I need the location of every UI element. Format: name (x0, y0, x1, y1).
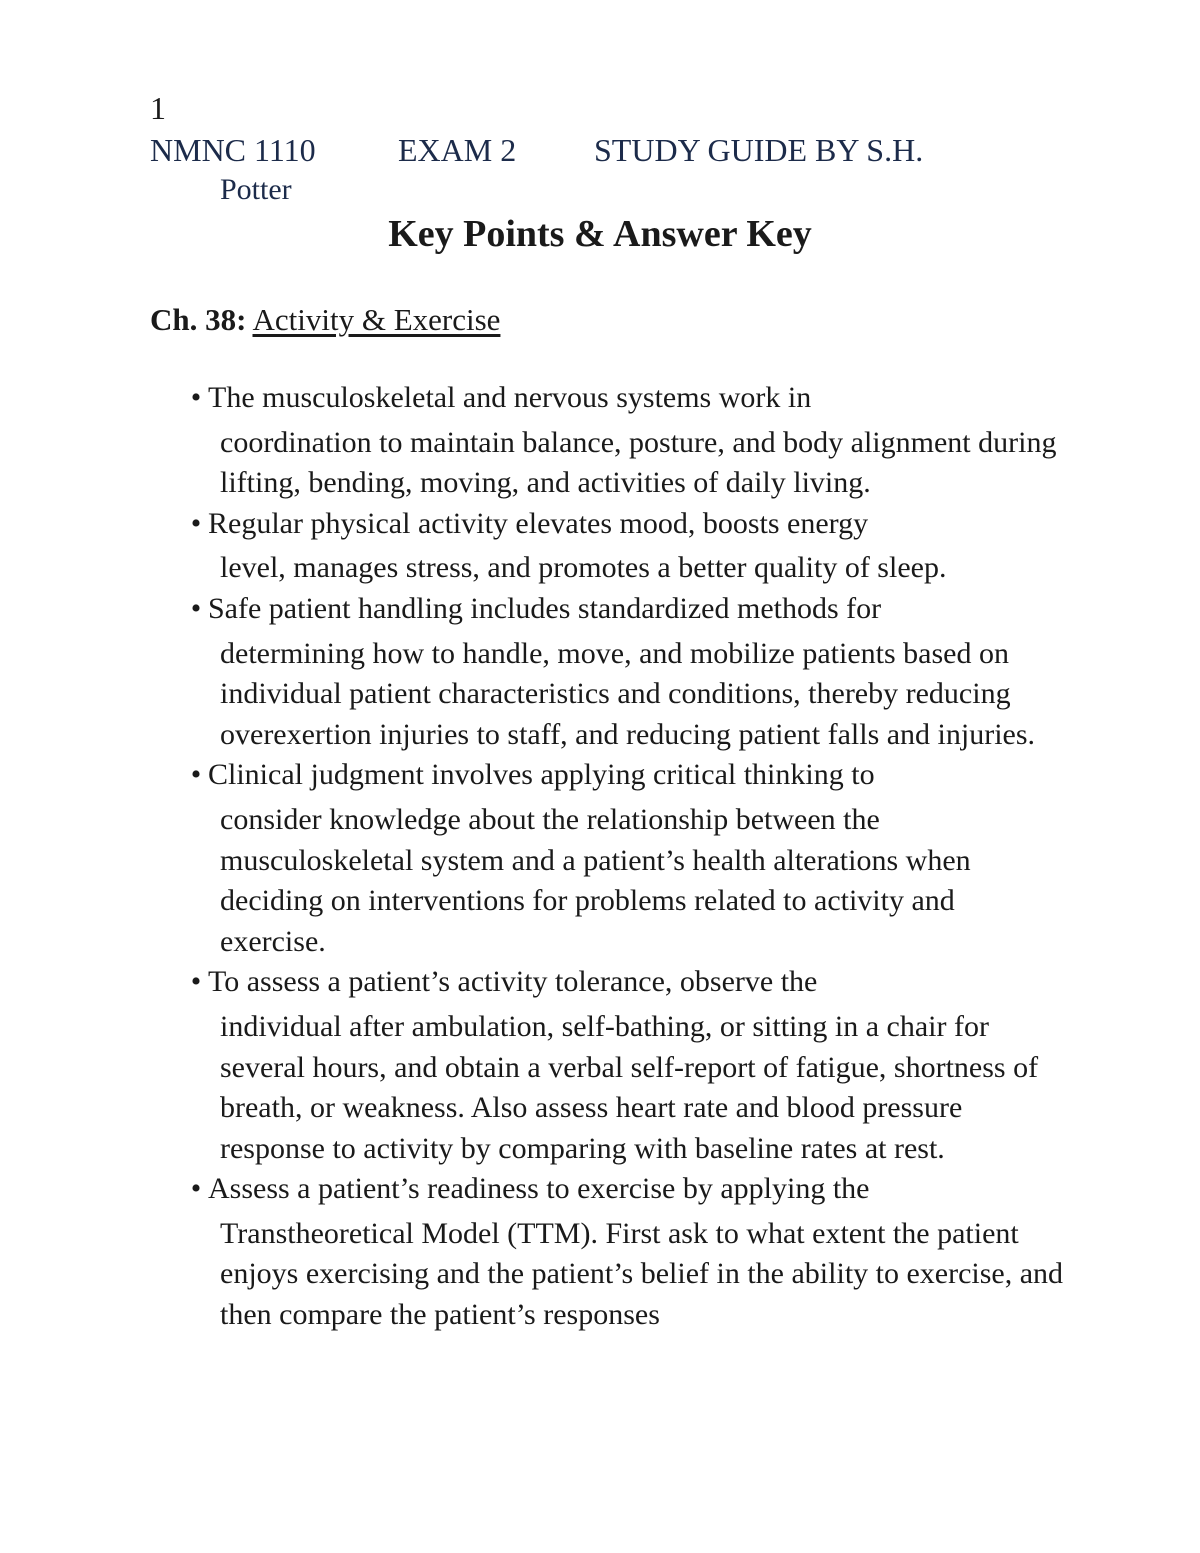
list-item-text: coordination to maintain balance, posture, and body alignment during lifting, bending, moving, and activities of daily living. (220, 425, 1057, 500)
bullet-icon: • (190, 591, 202, 625)
list-item (184, 504, 1064, 589)
header-guide: STUDY GUIDE BY S.H. (594, 132, 924, 168)
chapter-title: Activity & Exercise (252, 302, 501, 337)
bullet-icon: • (190, 965, 202, 999)
list-item-lead: Regular physical activity elevates mood, boosts energy (208, 506, 869, 540)
bullet-icon: • (190, 381, 202, 414)
list-item (184, 755, 1064, 962)
bullet-icon: • (190, 758, 202, 792)
list-item (184, 589, 1064, 755)
header-course: NMNC 1110 (150, 132, 316, 168)
list-item-text: determining how to handle, move, and mobilize patients based on individual patient characteristics and conditions, thereby reducing overexertion injuries to staff, and reducing patient falls and injuries. (220, 636, 1036, 751)
list-item-lead: Safe patient handling includes standardized methods for (208, 591, 882, 625)
bullet-icon: • (190, 1172, 202, 1206)
list-item-text: level, manages stress, and promotes a better quality of sleep. (220, 551, 947, 585)
header-author: Potter (220, 173, 292, 206)
list-item-text: Transtheoretical Model (TTM). First ask to what extent the patient enjoys exercising and the patient’s belief in the ability to exercise, and then compare the patient’s responses (220, 1216, 1064, 1332)
bullet-icon: • (190, 506, 202, 540)
list-item-lead: Assess a patient’s readiness to exercise by applying the (208, 1172, 870, 1206)
list-item-text: consider knowledge about the relationship between the musculoskeletal system and a patient’s health alterations when deciding on interventions for problems related to activity and exercise. (220, 802, 971, 958)
chapter-heading (150, 300, 500, 340)
list-item-lead: Clinical judgment involves applying critical thinking to (208, 758, 875, 792)
document-title: Key Points & Answer Key (388, 213, 812, 255)
chapter-label: Ch. 38: (150, 302, 247, 337)
key-points-list (184, 378, 1064, 1336)
list-item-lead: The musculoskeletal and nervous systems work in (208, 381, 812, 414)
header-exam: EXAM 2 (398, 132, 517, 168)
list-item-lead: To assess a patient’s activity tolerance, observe the (208, 965, 818, 999)
document-header (150, 130, 923, 170)
list-item (184, 378, 1064, 504)
list-item (184, 1169, 1064, 1335)
list-item (184, 962, 1064, 1169)
list-item-text: individual after ambulation, self-bathing, or sitting in a chair for several hours, and obtain a verbal self-report of fatigue, shortness of breath, or weakness. Also assess heart rate and blood pressure response to activity by comparing with baseline rates at rest. (220, 1009, 1039, 1165)
page-number: 1 (150, 90, 166, 126)
